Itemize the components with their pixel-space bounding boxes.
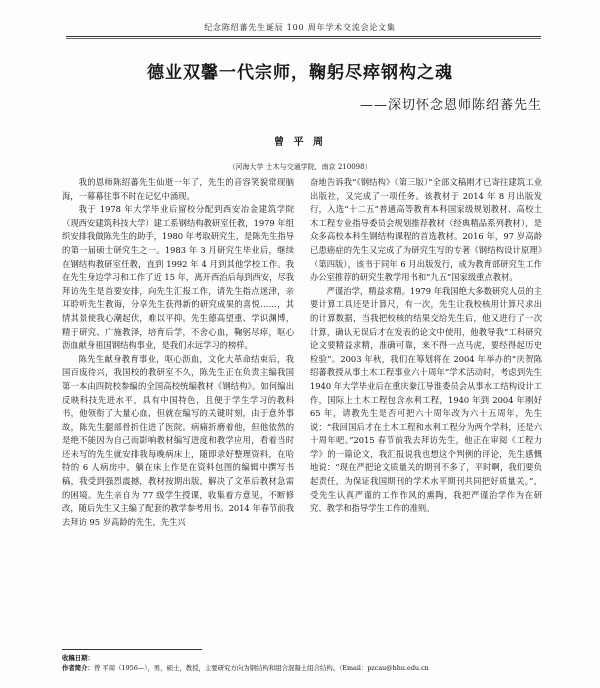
footnote-received (62, 653, 542, 663)
right-column (310, 176, 542, 516)
article-subtitle: ——深切怀念恩师陈绍蕃先生 (359, 98, 542, 113)
author-name: 曾 平 周 (274, 137, 326, 148)
footnote-rule (62, 649, 202, 650)
footnote-author (62, 663, 542, 673)
left-column (62, 176, 294, 529)
header-rule-thin (66, 38, 541, 39)
received-label: 收稿日期： (62, 654, 94, 662)
author-bio: 曾 平周（1956—），男，硕士，教授，主要研究方向为钢结构和组合混凝土组合结构。（Email：pzcau@hhu.edu.cn (93, 664, 429, 672)
paragraph: 我的恩师陈绍蕃先生仙逝一年了，先生的音容笑貌常现脑海，一幕幕往事不时在记忆中涌现。 (62, 177, 294, 201)
paragraph: 严谨治学，精益求精。1979 年我国绝大多数研究人员的主要计算工具还是计算尺，有一次，先生让我校核用计算尺求出的计算数据，当我把校核的结果交给先生后，他又进行了一次计算，确认无误后才在发表的论文中使用，他教导我“工科研究论文要精益求精，准确可靠，来不得一点马虎，要经得起历史检验”。2003 年秋，我们在筹划将在 2004 年举办的“庆贺陈绍蕃教授从事土木工程事业六十周年”学术活动时，考虑到先生 1940 年大学毕业后在重庆豢江导淮委员会从事水工结构设计工作，国际上土木工程包含水利工程，1940 年到 2004 年刚好 65 年，请教先生是否可把六十周年改为六十五周年，先生说：“我回国后才在土木工程和水利工程分为两个学科，还是六十周年吧。”2015 春节前我去拜访先生，他正在审阅《工程力学》的一篇论文，我汇报说我也想这个判例的评论，先生感慨地说：“现在严把论文质量关的期刊不多了，平时啊，我们要负起责任，为保证我国期刊的学术水平期刊共同把好质量关。”，受先生认真严谨的工作作风的熏陶，我把严谨治学作为在研究、教学和指导学生工作的准则。 (310, 285, 542, 514)
header-rule (66, 36, 541, 37)
author-affiliation: （河海大学 土木与交通学院，南京 210098） (228, 163, 372, 171)
running-header: 纪念陈绍蕃先生诞辰 100 周年学术交流会论文集 (204, 23, 396, 32)
paragraph: 奋地告诉我“《钢结构》（第三版）”全部文稿刚才已寄往建筑工业出版社，又完成了一项任务。该教材于 2014 年 8 月出版发行，入选“十二五”普通高等教育本科国家级规划教材、高校土木工程专业指导委员会规划推荐教材（经典精品系列教材），是众多高校本科生钢结构课程的首选教材。2016 年，97 岁高龄已患癌症的先生又完成了为研究生写的专著《钢结构设计原理》（第四版），该书于同年 6 月出版发行，成为教育部研究生工作办公室推荐的研究生教学用书和“九五”国家级重点教材。 (310, 177, 542, 283)
paragraph: 陈先生献身教育事业，呕心沥血，文化大革命结束后，我国百废待兴，我国校的教研室不久，陈先生正在负责主编我国第一本由四院校参编的全国高校统编教材《钢结构》。如何编出反映科技先进水平，具有中国特色，且便于学生学习的教科书，他领衔了大量心血，但就在编写的关键时刻，由于意外事故，陈先生腿部骨折住进了医院。病痛折磨着他，但他依然的是绝不能因为自己而影响教材编写进度和教学应用，看着当时还未写的先生就安排我每晚病床上，随即录好整理资料，在哈特的 6 人病房中，躺在床上作是在资料包图的编辑中撰写书稿，我受到强烈震撼，教材按期出版，解决了文革后教材急需的困境。先生亲自为 77 级学生授课，收集着方意见，不断修改，随后先生又主编了配套的教学参考用书。2014 年春节前我去拜访 95 岁高龄的先生，先生兴 (62, 353, 294, 527)
author-bio-label: 作者简介： (62, 664, 94, 672)
paragraph: 我于 1978 年大学毕业后留校分配到西安冶金建筑学院（现西安建筑科技大学）建工系钢结构教研室任教，1979 年组织安排我做陈先生的助手，1980 年考取研究生，是陈先生指导的第一届硕士研究生之一。1983 年 3 月研究生毕业后，继续在钢结构教研室任教，直到 1992 年 4 月到其他学校工作。我在先生身边学习和工作了近 15 年，离开西治后每到西安，尽我拜访先生是首要安排，向先生汇报工作，请先生指点迷津，亲耳聆听先生教诲，分享先生获得新的研究成果的喜悦……，其情其景使我心潮起伏，难以平抑。先生德高望重、学识渊博，精于研究、广施教泽，培育后学，不舍心血，鞠躬尽瘁，呕心沥血献身祖国钢结构事业，是我们永远学习的榜样。 (62, 204, 294, 351)
article-title: 德业双馨一代宗师，鞠躬尽瘁钢构之魂 (147, 63, 453, 83)
